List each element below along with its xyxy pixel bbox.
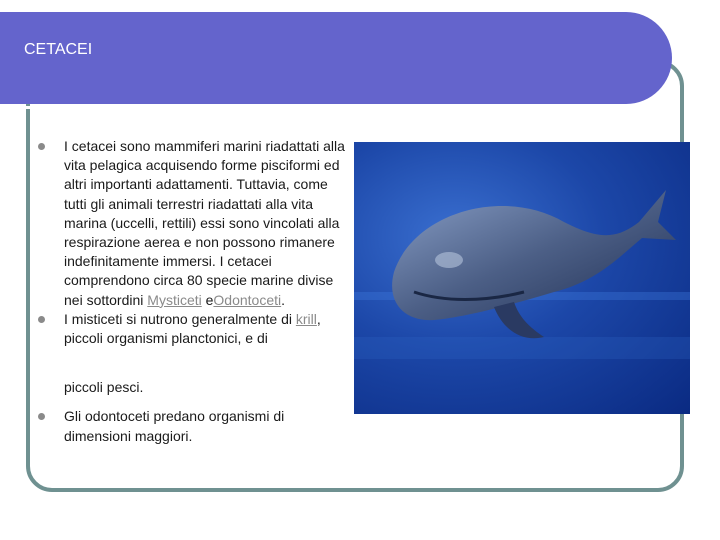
bullet-text: Gli odontoceti predano organismi di dimensioni maggiori. xyxy=(64,408,285,444)
bullet-text-mid: e xyxy=(201,291,214,308)
bullet-icon xyxy=(38,413,45,420)
bullet-text-end: . xyxy=(281,291,286,308)
bullet-text: I cetacei sono mammiferi marini riadattati alla vita pelagica acquisendo forme pisciformi ed altri importanti adattamenti. Tuttavia, come tutti gli animali terrestri riadattati alla vita marina (uccelli, rettili) essi sono vincolati alla respirazione aerea e non possono rimanere indefinitamente immersi. I cetacei comprendono circa 80 specie marine divise nei sottordini xyxy=(64,138,345,308)
bullet-icon xyxy=(38,143,45,150)
bullet-item xyxy=(34,137,354,310)
bullet-icon xyxy=(38,316,45,323)
bullet-text-end: , piccoli organismi planctonici, e di xyxy=(64,310,321,347)
bullet-item xyxy=(34,310,354,398)
bullet-text: I misticeti si nutrono generalmente di xyxy=(64,310,296,327)
slide-title: CETACEI xyxy=(24,41,93,58)
bullet-list xyxy=(34,137,354,446)
whale-photo xyxy=(354,142,690,414)
odontoceti-link[interactable]: Odontoceti xyxy=(213,291,282,308)
title-bar xyxy=(0,12,672,104)
krill-link[interactable]: krill xyxy=(295,310,317,327)
mysticeti-link[interactable]: Mysticeti xyxy=(147,291,202,308)
bullet-item xyxy=(34,407,354,445)
title-underline xyxy=(0,106,636,109)
bullet-text-continued: piccoli pesci. xyxy=(64,379,144,396)
